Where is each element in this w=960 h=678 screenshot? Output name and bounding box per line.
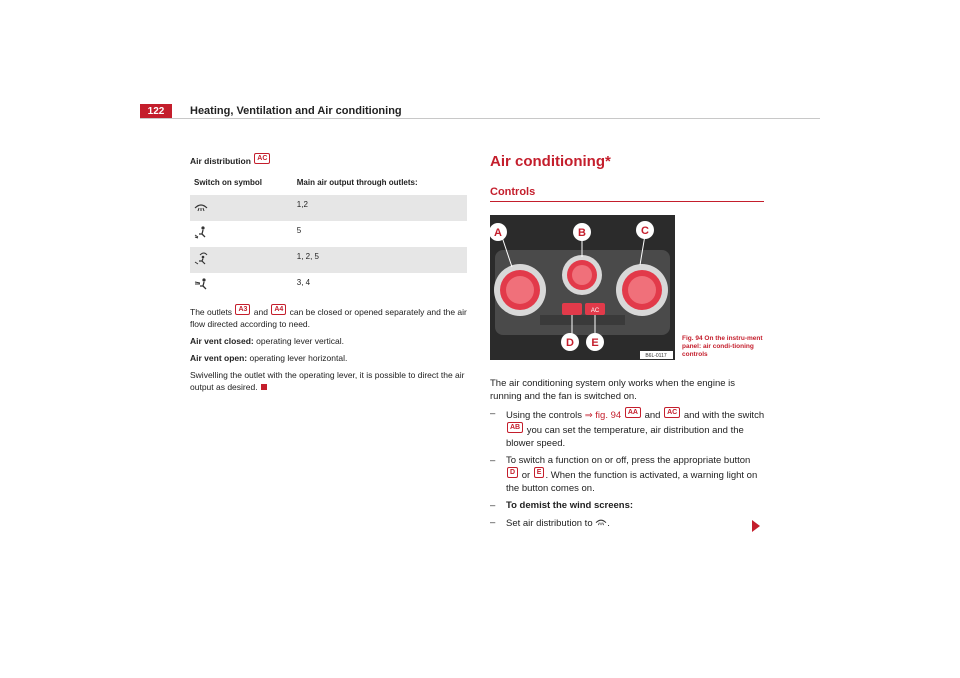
table-row xyxy=(190,273,467,299)
label-d: D xyxy=(566,337,574,349)
table-row xyxy=(190,247,467,273)
badge-ac: AC xyxy=(254,153,270,164)
vent-open-paragraph: Air vent open: operating lever horizontal. xyxy=(190,352,348,363)
fig-94-link[interactable]: ⇒ fig. 94 xyxy=(584,410,622,422)
col-header-switch: Switch on symbol xyxy=(190,173,293,195)
upper-body-icon xyxy=(194,277,208,291)
left-column xyxy=(190,153,470,393)
outlets-value: 1, 2, 5 xyxy=(293,247,467,273)
vent-closed-paragraph: Air vent closed: operating lever vertical. xyxy=(190,335,345,346)
swivel-paragraph: Swivelling the outlet with the operating lever, it is possible to direct the air output as desired. xyxy=(190,369,465,392)
col-header-output: Main air output through outlets: xyxy=(293,173,467,195)
outlets-value: 1,2 xyxy=(293,195,467,221)
footwell-icon xyxy=(194,225,208,239)
table-row xyxy=(190,195,467,221)
badge-d: D xyxy=(507,467,518,478)
ac-controls-photo xyxy=(490,215,675,360)
label-e: E xyxy=(591,337,599,349)
header-rule xyxy=(140,118,820,119)
windscreen-footwell-icon xyxy=(194,251,208,265)
list-item: – To switch a function on or off, press the appropriate button D or E . When the function is activated, a warning light on the button comes on. xyxy=(490,455,758,495)
right-text xyxy=(490,377,765,530)
air-distribution-title: Air distribution AC xyxy=(190,153,470,167)
figure-caption: Fig. 94 On the instru-ment panel: air condi-tioning controls xyxy=(682,335,763,358)
chapter-title: Heating, Ventilation and Air conditioning xyxy=(190,105,402,117)
air-distribution-table xyxy=(190,173,467,299)
section-title: Air conditioning* xyxy=(490,153,611,170)
outlets-value: 3, 4 xyxy=(293,273,467,299)
badge-ab: AB xyxy=(507,422,523,433)
label-b: B xyxy=(578,227,586,239)
next-page-arrow-icon[interactable] xyxy=(752,520,760,532)
intro-paragraph: The air conditioning system only works when the engine is running and the fan is switched on. xyxy=(490,378,736,402)
table-header-row xyxy=(190,173,467,195)
page-number: 122 xyxy=(140,104,172,119)
badge-a4: A4 xyxy=(271,304,286,315)
list-item: – Set air distribution to . xyxy=(490,517,610,530)
badge-a3: A3 xyxy=(235,304,250,315)
section-end-marker xyxy=(261,384,267,390)
subsection-rule xyxy=(490,201,764,202)
badge-ac: AC xyxy=(664,407,680,418)
badge-aa: AA xyxy=(625,407,641,418)
list-item: – Using the controls ⇒ fig. 94 AA and AC and with the switch AB you can set the temperature, air distribution and the blower speed. xyxy=(490,408,765,450)
windscreen-defrost-icon xyxy=(194,199,208,213)
subsection-title: Controls xyxy=(490,186,536,198)
outlets-paragraph: The outlets A3 and A4 can be closed or opened separately and the air flow directed according to need. xyxy=(190,305,467,329)
image-code: B6L-0117 xyxy=(645,353,667,359)
ac-button-label: AC xyxy=(590,308,600,314)
table-row xyxy=(190,221,467,247)
outlets-value: 5 xyxy=(293,221,467,247)
badge-e: E xyxy=(534,467,545,478)
label-a: A xyxy=(494,227,502,239)
list-item: – To demist the wind screens: xyxy=(490,500,634,512)
windscreen-defrost-icon xyxy=(595,516,607,526)
label-c: C xyxy=(641,225,649,237)
